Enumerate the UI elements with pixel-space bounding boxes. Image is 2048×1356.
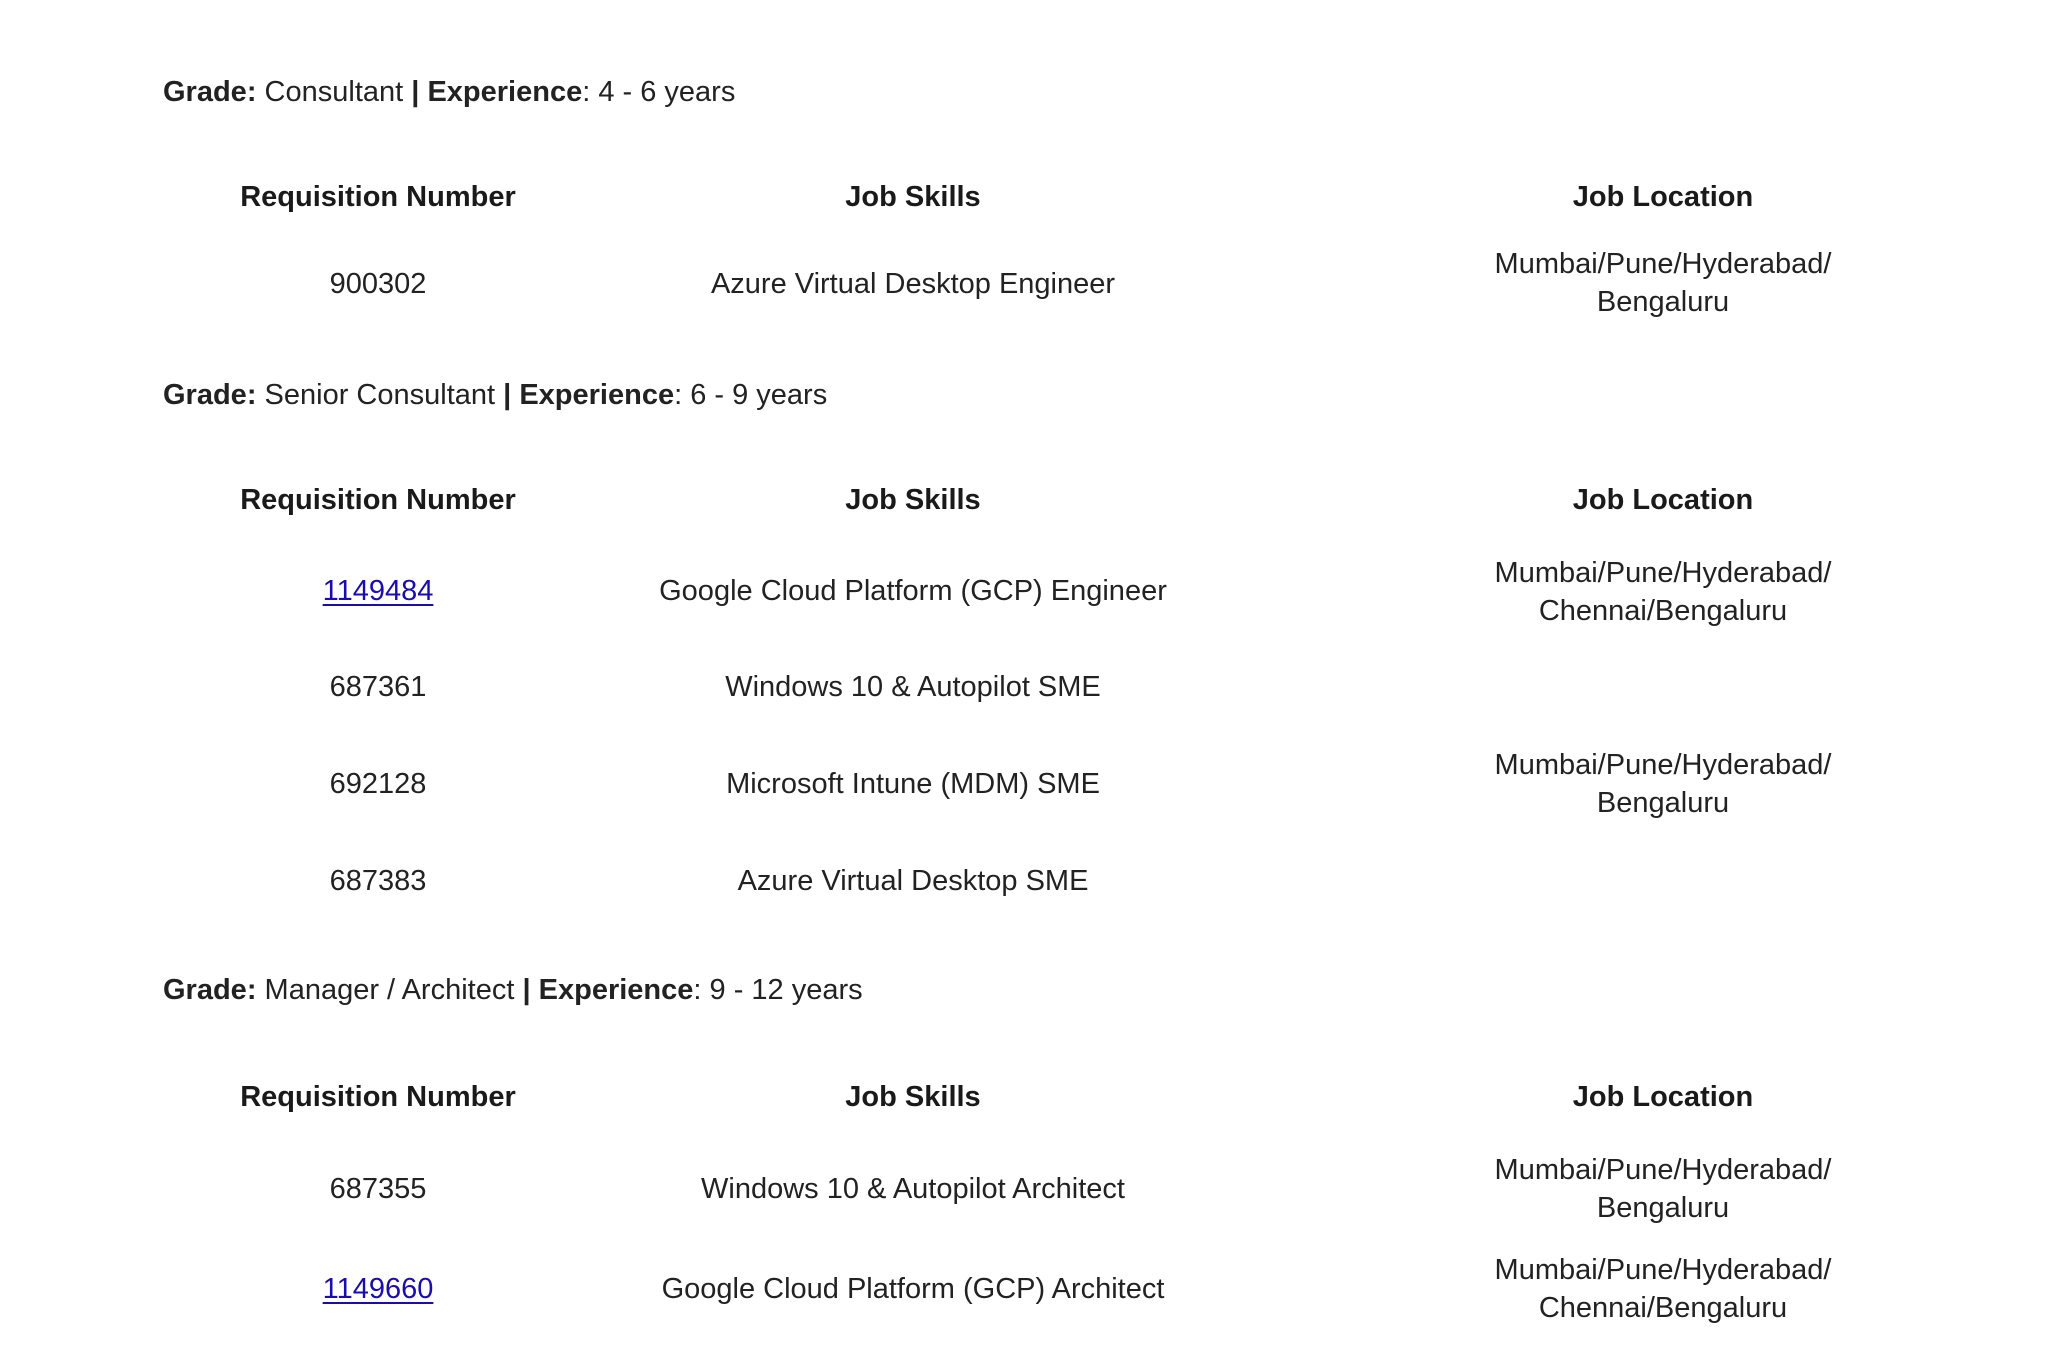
- grade-label: Grade:: [163, 76, 257, 108]
- requisition-number: 692128: [329, 768, 427, 800]
- job-location-line-1: Mumbai/Pune/Hyderabad/: [1494, 248, 1832, 280]
- job-location-line-2: Chennai/Bengaluru: [1538, 1292, 1788, 1324]
- header-job-location: Job Location: [1572, 1081, 1754, 1113]
- job-location-line-1: Mumbai/Pune/Hyderabad/: [1494, 557, 1832, 589]
- header-requisition-number: Requisition Number: [240, 181, 516, 213]
- job-skill: Windows 10 & Autopilot Architect: [701, 1173, 1125, 1205]
- requisition-number: 687361: [329, 671, 427, 703]
- header-job-skills: Job Skills: [845, 1081, 981, 1113]
- job-skill: Azure Virtual Desktop SME: [737, 865, 1089, 897]
- job-skill: Windows 10 & Autopilot SME: [725, 671, 1101, 703]
- header-job-location: Job Location: [1572, 181, 1754, 213]
- job-location-line-1: Mumbai/Pune/Hyderabad/: [1494, 749, 1832, 781]
- job-skill: Microsoft Intune (MDM) SME: [726, 768, 1100, 800]
- requisition-number-link[interactable]: 1149484: [322, 575, 434, 607]
- requisition-number-link[interactable]: 1149660: [322, 1273, 434, 1305]
- header-job-skills: Job Skills: [845, 484, 981, 516]
- job-location: [1423, 746, 1903, 822]
- requisition-number: 900302: [329, 268, 427, 300]
- header-job-location: Job Location: [1572, 484, 1754, 516]
- grade-label: Grade:: [163, 379, 257, 411]
- header-job-skills: Job Skills: [845, 181, 981, 213]
- job-location-line-2: Bengaluru: [1596, 1192, 1730, 1224]
- experience-value: : 4 - 6 years: [582, 76, 736, 108]
- requisition-number: 687355: [329, 1173, 427, 1205]
- grade-line-manager-architect: [163, 972, 863, 1008]
- job-location-line-1: Mumbai/Pune/Hyderabad/: [1494, 1254, 1832, 1286]
- experience-value: : 9 - 12 years: [693, 974, 863, 1006]
- grade-separator: |: [411, 76, 420, 108]
- job-location-line-2: Bengaluru: [1596, 787, 1730, 819]
- grade-separator: |: [503, 379, 512, 411]
- job-location: [1423, 245, 1903, 321]
- requisition-number: 687383: [329, 865, 427, 897]
- experience-value: : 6 - 9 years: [674, 379, 828, 411]
- grade-value: Manager / Architect: [264, 974, 515, 1006]
- grade-label: Grade:: [163, 974, 257, 1006]
- header-requisition-number: Requisition Number: [240, 484, 516, 516]
- grade-value: Senior Consultant: [264, 379, 496, 411]
- job-location-line-2: Bengaluru: [1596, 286, 1730, 318]
- grade-separator: |: [522, 974, 531, 1006]
- job-location: [1423, 1251, 1903, 1327]
- job-location-line-2: Chennai/Bengaluru: [1538, 595, 1788, 627]
- job-location-line-1: Mumbai/Pune/Hyderabad/: [1494, 1154, 1832, 1186]
- grade-line-senior-consultant: [163, 377, 827, 413]
- job-location: [1423, 1151, 1903, 1227]
- job-skill: Google Cloud Platform (GCP) Engineer: [659, 575, 1167, 607]
- grade-value: Consultant: [264, 76, 404, 108]
- experience-label: Experience: [538, 974, 694, 1006]
- experience-label: Experience: [427, 76, 583, 108]
- job-location: [1423, 554, 1903, 630]
- job-skill: Google Cloud Platform (GCP) Architect: [661, 1273, 1165, 1305]
- header-requisition-number: Requisition Number: [240, 1081, 516, 1113]
- experience-label: Experience: [519, 379, 675, 411]
- job-skill: Azure Virtual Desktop Engineer: [710, 268, 1116, 300]
- grade-line-consultant: [163, 74, 735, 110]
